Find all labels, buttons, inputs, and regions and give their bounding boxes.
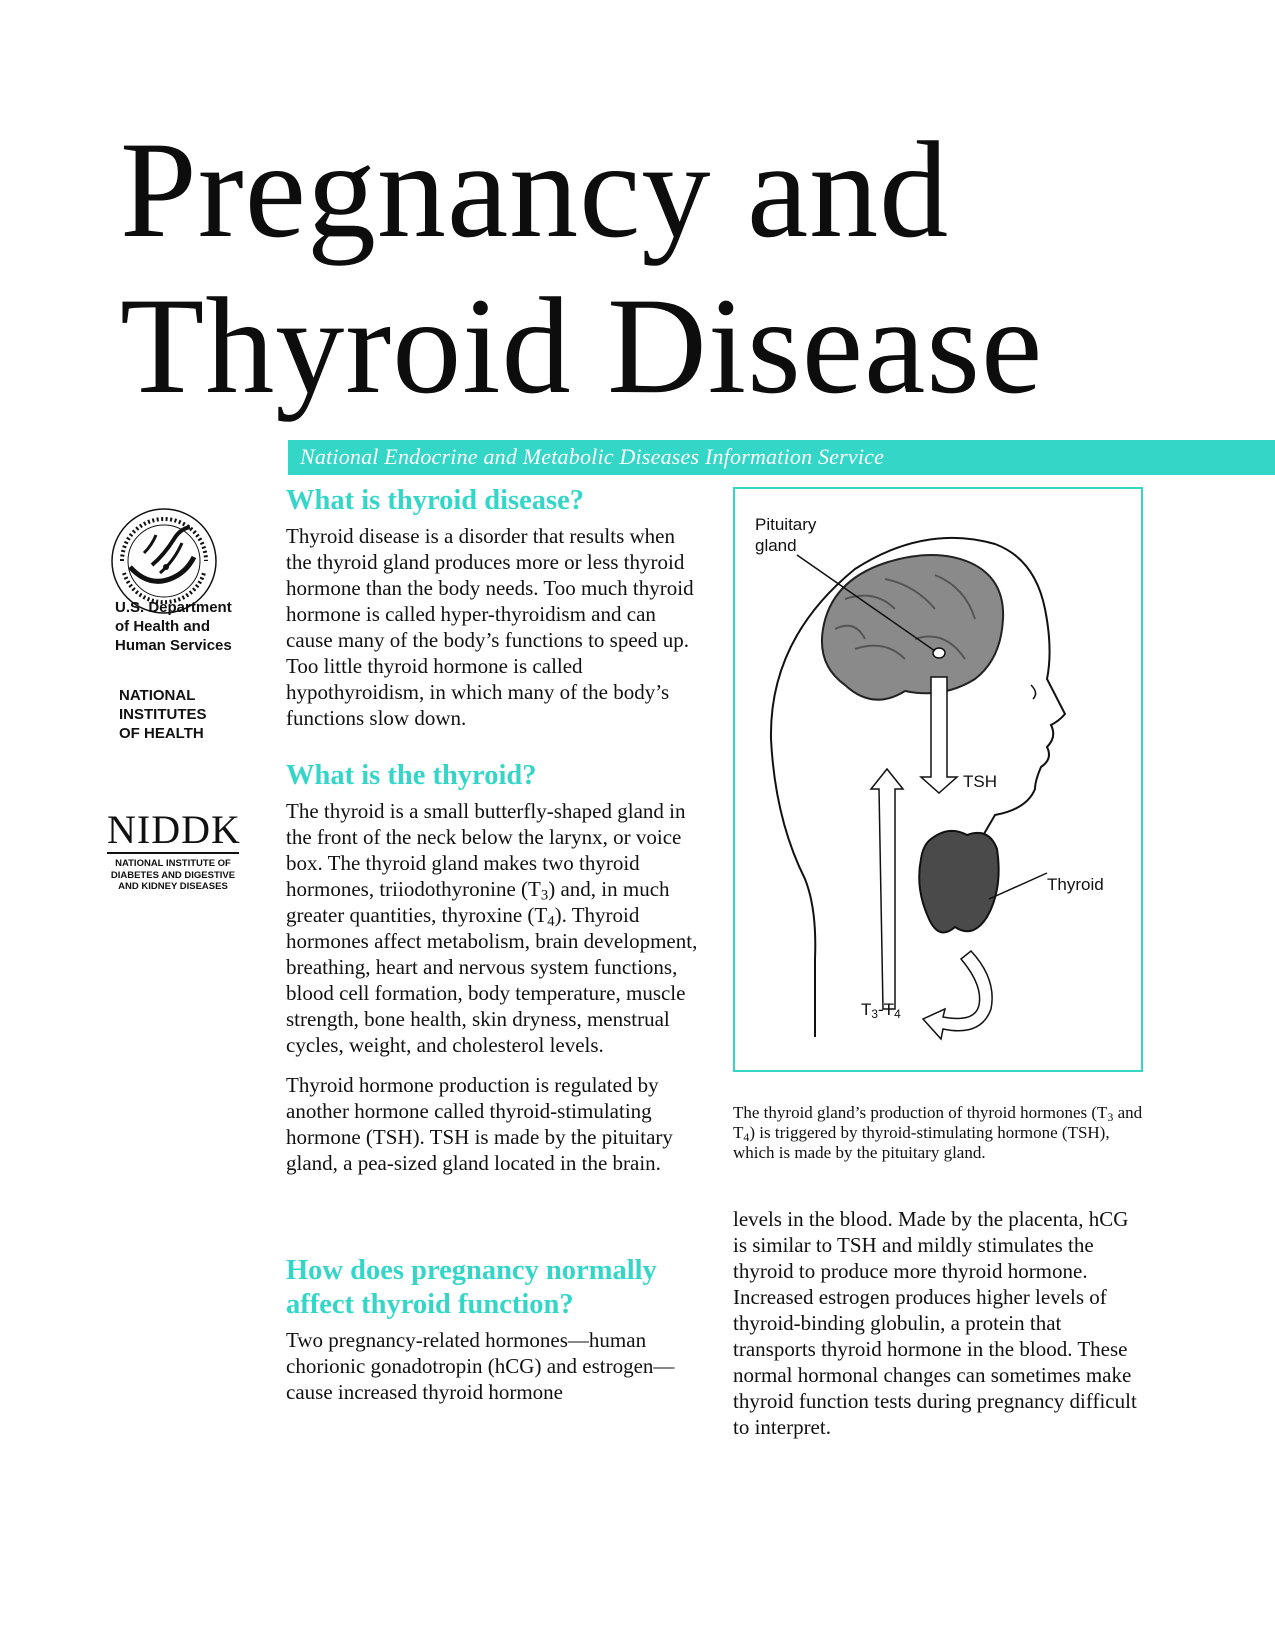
- thyroid-diagram: [733, 487, 1143, 1072]
- label-t3-t4: $T_3-T_4$: [861, 1000, 901, 1021]
- banner-text: National Endocrine and Metabolic Diseases Information Service: [300, 444, 885, 469]
- section-heading: How does pregnancy normally affect thyroid function?: [286, 1255, 657, 1320]
- section-heading: What is the thyroid?: [286, 760, 537, 791]
- hhs-label: U.S. Department of Health and Human Services: [115, 599, 232, 654]
- section-pregnancy-thyroid-function: [286, 1254, 686, 1405]
- paragraph: Thyroid hormone production is regulated by another hormone called thyroid-stimulating hormone (TSH). TSH is made by the pituitary gland, a pea-sized gland located in the brain.: [286, 1073, 673, 1175]
- paragraph: The thyroid is a small butterfly-shaped gland in the front of the neck below the larynx, or voice box. The thyroid gland makes two thyroid hormones, triiodothyronine $(T_3)$ and, in much greater quantities, thyroxine $(T_4)$. Thyroid hormones affect metabolism, brain development, breathing, heart and nervous system functions, blood cell formation, body temperature, muscle strength, bone health, skin dryness, menstrual cycles, weight, and cholesterol levels.: [286, 799, 698, 1057]
- niddk-logo: [107, 807, 241, 893]
- title-line-1: Pregnancy and: [120, 113, 950, 266]
- section-heading: What is thyroid disease?: [286, 485, 584, 516]
- section-what-is-the-thyroid: [286, 759, 698, 1176]
- paragraph: levels in the blood. Made by the placenta, hCG is similar to TSH and mildly stimulates the thyroid to produce more thyroid hormone. Increased estrogen produces higher levels of thyroid-binding globulin, a protein that transports thyroid hormone in the blood. These normal hormonal changes can sometimes make thyroid function tests during pregnancy difficult to interpret.: [733, 1207, 1137, 1439]
- niddk-logo-text: NIDDK: [107, 807, 241, 852]
- service-banner: [288, 440, 1275, 475]
- paragraph: Thyroid disease is a disorder that results when the thyroid gland produces more or less thyroid hormone than the body needs. Too much thyroid hormone is called hyper-thyroidism and can cause many of the body’s functions to speed up. Too little thyroid hormone is called hypothyroidism, in which many of the body’s functions slow down.: [286, 524, 694, 730]
- label-tsh: TSH: [963, 772, 997, 791]
- section-pregnancy-continued: [733, 1206, 1143, 1440]
- title-line-2: Thyroid Disease: [120, 269, 1044, 422]
- label-thyroid: Thyroid: [1047, 875, 1104, 894]
- page-title: [120, 112, 1120, 424]
- section-what-is-thyroid-disease: [286, 484, 698, 731]
- paragraph: Two pregnancy-related hormones—human chorionic gonadotropin (hCG) and estrogen—cause increased thyroid hormone: [286, 1328, 675, 1404]
- label-pituitary: Pituitary gland: [755, 515, 817, 555]
- nih-label: NATIONAL INSTITUTES OF HEALTH: [119, 687, 207, 742]
- niddk-full-name: NATIONAL INSTITUTE OF DIABETES AND DIGESTIVE AND KIDNEY DISEASES: [110, 858, 236, 892]
- figure-caption: The thyroid gland’s production of thyroid hormones ($T_3$ and $T_4$) is triggered by thyroid-stimulating hormone (TSH), which is made by the pituitary gland.: [733, 1103, 1143, 1162]
- head-thyroid-illustration: [735, 489, 1141, 1070]
